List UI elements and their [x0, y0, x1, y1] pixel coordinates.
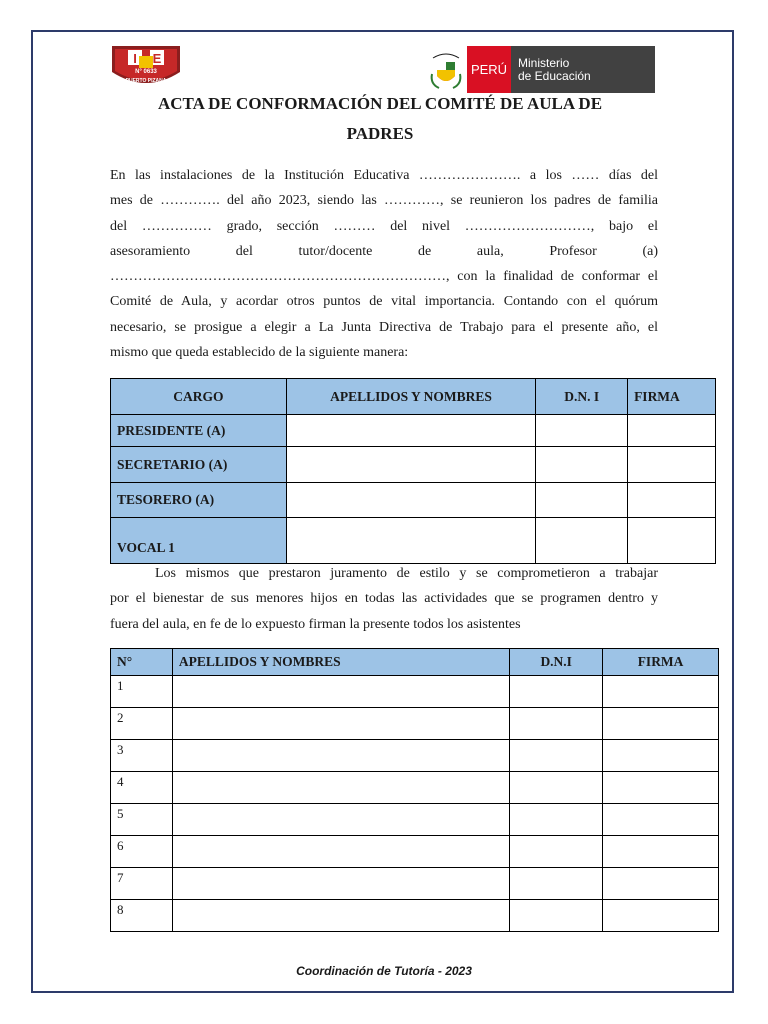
signature-cell[interactable] — [628, 518, 716, 564]
board-table — [110, 378, 716, 564]
table-row — [111, 804, 719, 836]
role-cell: TESORERO (A) — [111, 483, 287, 518]
signature-cell[interactable] — [603, 868, 719, 900]
header-firma: FIRMA — [603, 649, 719, 676]
dni-cell[interactable] — [510, 868, 603, 900]
dni-cell[interactable] — [510, 772, 603, 804]
name-cell[interactable] — [286, 415, 535, 447]
school-name: PUERTO PIZANA — [125, 78, 167, 84]
table-row — [111, 676, 719, 708]
name-cell[interactable] — [172, 772, 509, 804]
name-cell[interactable] — [172, 836, 509, 868]
name-cell[interactable] — [286, 447, 535, 483]
dni-cell[interactable] — [510, 708, 603, 740]
header-dni: D.N.I — [510, 649, 603, 676]
name-cell[interactable] — [172, 676, 509, 708]
table-row — [111, 868, 719, 900]
table-row — [111, 740, 719, 772]
dni-cell[interactable] — [536, 483, 628, 518]
school-number: N° 0633 — [135, 69, 157, 75]
intro-line: Comité de Aula, y acordar otros puntos de vital importancia. Contando con el quórum — [110, 294, 658, 310]
intro-paragraph — [110, 163, 658, 365]
dni-cell[interactable] — [510, 740, 603, 772]
dni-cell[interactable] — [510, 804, 603, 836]
dni-cell[interactable] — [510, 676, 603, 708]
peru-coat-of-arms-icon — [427, 46, 465, 93]
row-number: 4 — [111, 772, 173, 804]
closing-line: Los mismos que prestaron juramento de estilo y se comprometieron a trabajar — [155, 566, 658, 581]
name-cell[interactable] — [172, 708, 509, 740]
ministry-label — [511, 46, 655, 93]
peru-label: PERÚ — [467, 46, 511, 93]
row-number: 1 — [111, 676, 173, 708]
signature-cell[interactable] — [628, 483, 716, 518]
footer-text: Coordinación de Tutoría - 2023 — [296, 964, 472, 978]
intro-line: del …………… grado, sección ……… del nivel ………………………, bajo el — [110, 218, 658, 234]
table-row — [111, 772, 719, 804]
row-number: 6 — [111, 836, 173, 868]
header-firma: FIRMA — [628, 379, 716, 415]
school-logo — [106, 42, 186, 92]
name-cell[interactable] — [172, 900, 509, 932]
ministry-logo — [427, 46, 655, 93]
name-cell[interactable] — [172, 804, 509, 836]
signature-cell[interactable] — [603, 836, 719, 868]
signature-cell[interactable] — [603, 676, 719, 708]
document-title-line-2: PADRES — [346, 124, 414, 143]
intro-line: mismo que queda establecido de la siguiente manera: — [110, 345, 409, 361]
intro-line: mes de …………. del año 2023, siendo las …………, se reunieron los padres de familia — [110, 193, 658, 209]
name-cell[interactable] — [286, 483, 535, 518]
table-row — [111, 836, 719, 868]
intro-line: asesoramiento del tutor/docente de aula, Profesor (a) — [110, 243, 658, 259]
name-cell[interactable] — [172, 740, 509, 772]
role-cell: PRESIDENTE (A) — [111, 415, 287, 447]
table-row — [111, 708, 719, 740]
intro-line: En las instalaciones de la Institución Educativa …………………. a los …… días del — [110, 168, 658, 183]
board-row-presidente — [111, 415, 716, 447]
header-apellidos-nombres: APELLIDOS Y NOMBRES — [172, 649, 509, 676]
school-initial-i: I — [133, 51, 137, 66]
header-number: N° — [111, 649, 173, 676]
board-row-vocal — [111, 518, 716, 564]
dni-cell[interactable] — [510, 836, 603, 868]
closing-line: por el bienestar de sus menores hijos en todas las actividades que se programen dentro y — [110, 591, 658, 607]
signature-cell[interactable] — [603, 772, 719, 804]
school-initial-e: E — [152, 51, 162, 66]
signature-cell[interactable] — [603, 804, 719, 836]
dni-cell[interactable] — [510, 900, 603, 932]
attendees-table-header — [111, 649, 719, 676]
role-cell: SECRETARIO (A) — [111, 447, 287, 483]
role-cell: VOCAL 1 — [111, 518, 287, 564]
header-cargo: CARGO — [111, 379, 287, 415]
header-apellidos-nombres: APELLIDOS Y NOMBRES — [286, 379, 535, 415]
closing-line: fuera del aula, en fe de lo expuesto firman la presente todos los asistentes — [110, 616, 521, 632]
row-number: 8 — [111, 900, 173, 932]
closing-paragraph — [110, 561, 658, 637]
intro-line: ………………………………………………………………, con la finalidad de conformar el — [110, 269, 658, 285]
ministry-line-1: Ministerio — [518, 55, 570, 70]
dni-cell[interactable] — [536, 447, 628, 483]
document-title-line-1: ACTA DE CONFORMACIÓN DEL COMITÉ DE AULA DE — [157, 94, 603, 113]
signature-cell[interactable] — [628, 415, 716, 447]
board-table-header — [111, 379, 716, 415]
row-number: 2 — [111, 708, 173, 740]
signature-cell[interactable] — [603, 740, 719, 772]
intro-line: necesario, se prosigue a elegir a La Junta Directiva de Trabajo para el presente año, el — [110, 319, 658, 335]
table-row — [111, 900, 719, 932]
ministry-line-2: de Educación — [518, 68, 591, 83]
signature-cell[interactable] — [603, 708, 719, 740]
board-row-secretario — [111, 447, 716, 483]
attendees-table — [110, 648, 719, 932]
header-dni: D.N. I — [536, 379, 628, 415]
row-number: 3 — [111, 740, 173, 772]
board-row-tesorero — [111, 483, 716, 518]
dni-cell[interactable] — [536, 415, 628, 447]
name-cell[interactable] — [172, 868, 509, 900]
signature-cell[interactable] — [603, 900, 719, 932]
row-number: 5 — [111, 804, 173, 836]
dni-cell[interactable] — [536, 518, 628, 564]
name-cell[interactable] — [286, 518, 535, 564]
row-number: 7 — [111, 868, 173, 900]
signature-cell[interactable] — [628, 447, 716, 483]
